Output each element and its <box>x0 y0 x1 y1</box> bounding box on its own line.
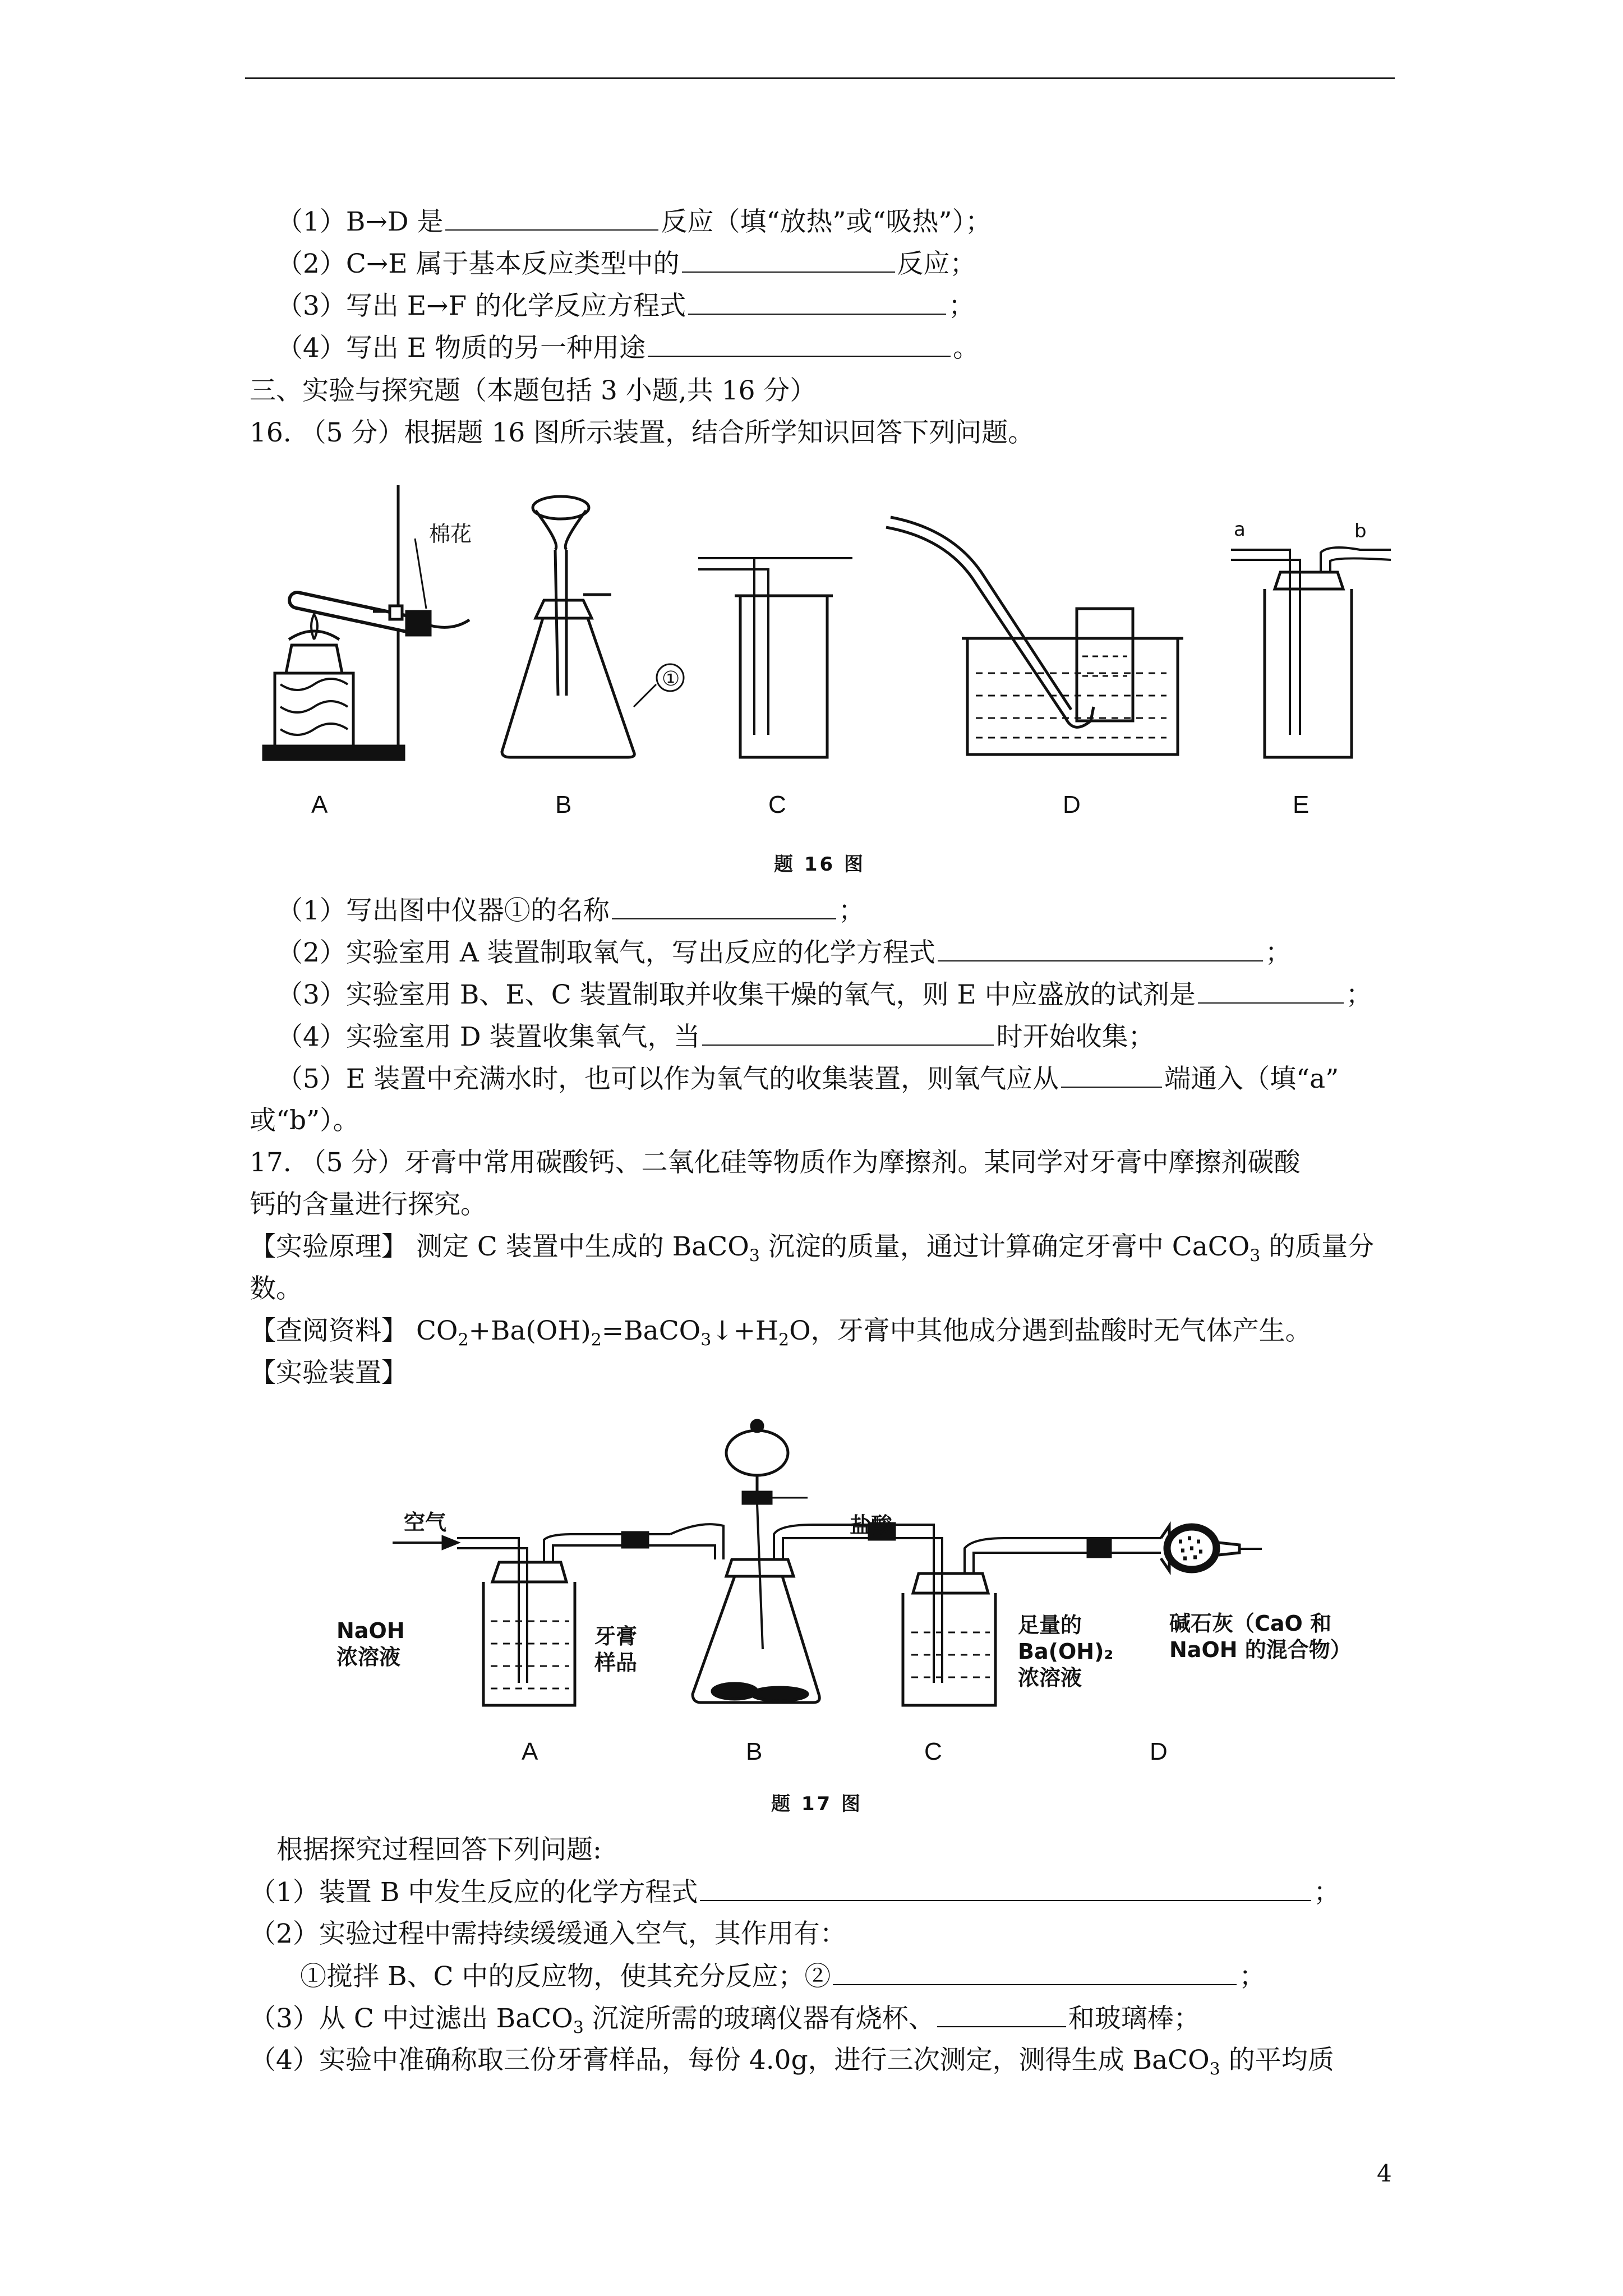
air-label: 空气 <box>404 1510 447 1535</box>
fig16-label-a: A <box>311 791 328 818</box>
q17-principle-cont: 数。 <box>250 1273 302 1304</box>
q17-part-4: （4）实验中准确称取三份牙膏样品，每份 4.0g，进行三次测定，测得生成 BaCO$_3$ 的平均质 <box>250 2045 1334 2079</box>
header-rule <box>245 77 1395 79</box>
q16-part-3: （3）实验室用 B、E、C 装置制取并收集干燥的氧气，则 E 中应盛放的试剂是 ； <box>276 978 1426 1012</box>
q17-principle: 【实验原理】 测定 C 装置中生成的 BaCO$_3$ 沉淀的质量，通过计算确定牙膏中 CaCO$_3$ 的质量分 <box>250 1231 1375 1266</box>
sample-label-2: 样品 <box>594 1650 638 1675</box>
port-b-label: b <box>1354 520 1367 542</box>
page-number: 4 <box>1377 2160 1392 2187</box>
answer-blank[interactable] <box>612 894 836 919</box>
baoh-label-3: 浓溶液 <box>1018 1665 1082 1690</box>
q17-intro-1: 17. （5 分）牙膏中常用碳酸钙、二氧化硅等物质作为摩擦剂。某同学对牙膏中摩擦剂碳酸 <box>250 1147 1301 1178</box>
naoh-label-1: NaOH <box>336 1618 405 1643</box>
q16-intro: 16. （5 分）根据题 16 图所示装置，结合所学知识回答下列问题。 <box>250 417 1035 448</box>
q17-intro-2: 钙的含量进行探究。 <box>250 1189 487 1220</box>
answer-blank[interactable] <box>688 289 946 315</box>
q17-device-heading: 【实验装置】 <box>250 1358 408 1388</box>
bottle-a <box>457 1533 670 1705</box>
fig16-label-d: D <box>1063 791 1081 818</box>
answer-blank[interactable] <box>938 936 1263 961</box>
apparatus-b <box>502 496 684 757</box>
q17-lookup: 【查阅资料】 $CO_2+Ba(OH)_2=BaCO_3↓+H_2O$，牙膏中其他成分遇到盐酸时无气体产生。 <box>250 1315 1312 1350</box>
apparatus-d <box>886 517 1183 754</box>
section-3-heading: 三、实验与探究题（本题包括 3 小题,共 16 分） <box>250 375 817 406</box>
answer-blank[interactable] <box>682 247 895 273</box>
q17-part-3: （3）从 C 中过滤出 BaCO$_3$ 沉淀所需的玻璃仪器有烧杯、 和玻璃棒； <box>250 2001 1399 2045</box>
port-a-label: a <box>1234 518 1246 541</box>
instrument-1-marker: ① <box>662 668 680 691</box>
soda-lime-label-2: NaOH 的混合物） <box>1169 1637 1352 1662</box>
answer-blank[interactable] <box>1198 978 1344 1004</box>
q17-part-1: （1）装置 B 中发生反应的化学方程式 ； <box>250 1875 1399 1910</box>
fig17-label-c: C <box>924 1738 942 1765</box>
q15-part-1: （1）B→D 是 反应（填“放热”或“吸热”）； <box>276 205 1426 239</box>
fig17-label-a: A <box>522 1738 538 1765</box>
baoh-label-2: Ba(OH)₂ <box>1018 1639 1114 1664</box>
figure-17 <box>387 1414 1374 1728</box>
cotton-label: 棉花 <box>429 522 472 546</box>
fig17-label-b: B <box>746 1738 763 1765</box>
figure-16 <box>247 471 1391 830</box>
answer-blank[interactable] <box>1061 1062 1162 1088</box>
q15-part-2: （2）C→E 属于基本反应类型中的 反应； <box>276 247 1426 281</box>
fig17-caption: 题 17 图 <box>771 1793 863 1815</box>
answer-blank[interactable] <box>648 331 951 357</box>
fig16-label-c: C <box>768 791 786 818</box>
answer-blank[interactable] <box>937 2001 1066 2027</box>
answer-blank[interactable] <box>700 1875 1311 1901</box>
fig16-caption: 题 16 图 <box>774 853 865 876</box>
q17-part-2: （2）实验过程中需持续缓缓通入空气，其作用有： <box>250 1918 846 1949</box>
q16-part-1: （1）写出图中仪器①的名称 ； <box>276 894 1426 928</box>
q16-part-5-cont: 或“b”）。 <box>250 1105 359 1136</box>
answer-blank[interactable] <box>833 1959 1237 1985</box>
sample-label-1: 牙膏 <box>594 1624 638 1649</box>
flask-b <box>670 1420 920 1703</box>
q15-part-4: （4）写出 E 物质的另一种用途 。 <box>276 331 1426 365</box>
hcl-label: 盐酸 <box>850 1513 893 1538</box>
naoh-label-2: 浓溶液 <box>336 1645 401 1669</box>
baoh-label-1: 足量的 <box>1018 1613 1082 1637</box>
q15-part-3: （3）写出 E→F 的化学反应方程式 ； <box>276 289 1426 323</box>
soda-lime-label-1: 碱石灰（CaO 和 <box>1169 1611 1332 1636</box>
q16-part-2: （2）实验室用 A 装置制取氧气，写出反应的化学方程式 ； <box>276 936 1426 970</box>
q16-part-5: （5）E 装置中充满水时，也可以作为氧气的收集装置，则氧气应从 端通入（填“a” <box>276 1062 1426 1096</box>
q17-part-2b: ①搅拌 B、C 中的反应物，使其充分反应；② ； <box>300 1959 1450 1994</box>
q16-part-4: （4）实验室用 D 装置收集氧气，当 时开始收集； <box>276 1020 1426 1054</box>
apparatus-c <box>698 558 852 757</box>
fig16-label-e: E <box>1293 791 1310 818</box>
fig17-label-d: D <box>1150 1738 1168 1765</box>
answer-blank[interactable] <box>702 1020 994 1046</box>
apparatus-e <box>1231 547 1391 757</box>
answer-blank[interactable] <box>445 205 658 231</box>
fig16-label-b: B <box>555 791 572 818</box>
q17-lead: 根据探究过程回答下列问题: <box>276 1834 602 1865</box>
drying-tube-d <box>1088 1525 1262 1572</box>
